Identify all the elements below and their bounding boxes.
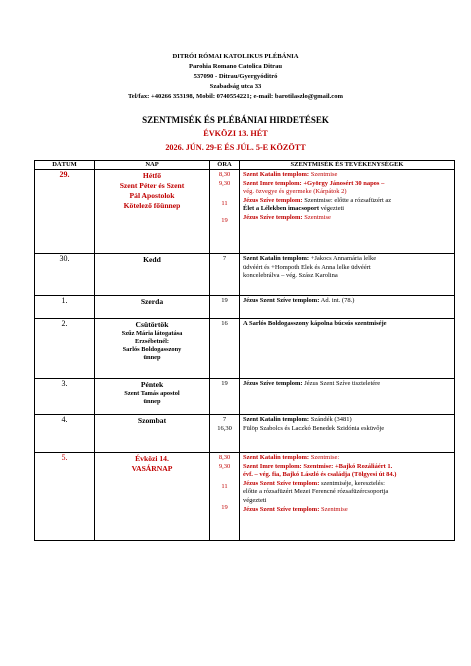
row-day [95, 254, 210, 296]
table-row [35, 415, 455, 453]
street-address: Szabadság utca 33 [209, 83, 262, 90]
event-line: Jézus Szíve templom: Szentmise: előtte a rózsafüzért az [243, 196, 392, 204]
table-row [35, 453, 455, 541]
day-name: Hétfő [142, 171, 162, 180]
time: 8,30 [218, 454, 231, 461]
time: 16,30 [217, 424, 232, 432]
row-events [240, 296, 455, 319]
time: 19 [221, 503, 228, 511]
feast-name: Évközi 14. [135, 454, 169, 463]
day-name: Szerda [140, 297, 164, 306]
row-day [95, 319, 210, 379]
time: 8,30 [218, 171, 231, 178]
event-line: évf. – vég. fia, Bajkó László és családja (Tölgyesi út 84.) [243, 471, 397, 479]
row-day [95, 170, 210, 254]
event-line: előtte a rózsafüzért Mezei Ferencné rózsafüzércsoportja [243, 488, 389, 496]
row-times [210, 170, 240, 254]
row-events [240, 319, 455, 379]
feast-rank: ünnep [143, 354, 161, 361]
row-date: 30. [35, 254, 95, 296]
table-header-row [35, 161, 455, 170]
feast-name: Sarlós Boldogasszony [122, 346, 182, 353]
event-line: Fülöp Szabolcs és Laczkó Benedek Szidónia esküvője [243, 424, 385, 432]
event-line: Jézus Szíve templom: Szentmise [243, 213, 331, 221]
feast-rank: Kötelező főünnep [123, 201, 181, 210]
event-line: Jézus Szíve templom: Jézus Szent Szíve tiszteletére [243, 380, 381, 387]
row-events [240, 379, 455, 415]
row-day [95, 415, 210, 453]
feast-name: Erzsébetnél: [134, 338, 170, 345]
week-title: ÉVKÖZI 13. HÉT [203, 129, 268, 138]
time: 9,30 [218, 462, 231, 470]
table-row [35, 319, 455, 379]
parish-name: DITRÓI RÓMAI KATOLIKUS PLÉBÁNIA [172, 53, 299, 60]
row-date: 4. [35, 415, 95, 453]
row-times [210, 415, 240, 453]
row-date: 5. [35, 453, 95, 541]
table-row [35, 379, 455, 415]
document-title: SZENTMISÉK ÉS PLÉBÁNIAI HIRDETÉSEK [142, 115, 329, 125]
event-line: Jézus Szent Szíve templom: Ad. int. (78.) [243, 297, 355, 304]
row-times [210, 254, 240, 296]
event-line: Jézus Szent Szíve templom: szentmiséje, keresztelés: [243, 479, 385, 487]
row-times [210, 379, 240, 415]
event-line: Szent Imre templom: Szentmise: +Bajkó Rozáliáért 1. [243, 462, 393, 470]
event-line: Jézus Szent Szíve templom: Szentmise [243, 505, 348, 513]
col-header-time: ÓRA [210, 161, 240, 170]
time: 19 [221, 297, 228, 304]
event-line: vég. özvegye és gyermeke (Kárpátok 2) [243, 188, 347, 196]
time: 19 [221, 380, 228, 387]
event-line: végezteti [243, 496, 267, 504]
row-events [240, 254, 455, 296]
event-line: Élet a Lélekben imacsoport végezteti [243, 205, 345, 213]
day-name: Szombat [137, 416, 167, 425]
schedule-table [34, 160, 455, 541]
feast-name: Szent Tamás apostol [124, 390, 180, 397]
time: 11 [221, 483, 228, 491]
col-header-date: DÁTUM [35, 161, 95, 170]
row-date: 2. [35, 319, 95, 379]
time: 16 [221, 320, 228, 327]
day-name: Csütörtök [135, 320, 169, 329]
day-name: Kedd [143, 255, 161, 264]
row-day [95, 296, 210, 319]
row-times [210, 453, 240, 541]
parish-name-ro: Parohia Romano Catolica Ditrau [188, 63, 283, 70]
table-row [35, 296, 455, 319]
row-day [95, 379, 210, 415]
row-events [240, 453, 455, 541]
time: 7 [222, 255, 227, 262]
day-name: VASÁRNAP [131, 464, 173, 473]
col-header-day: NAP [95, 161, 210, 170]
feast-rank: ünnep [143, 398, 161, 405]
postal-address: 537090 - Ditrau/Gyergyóditró [193, 73, 278, 80]
time: 9,30 [218, 179, 231, 187]
feast-name: Szent Péter és Szent [119, 181, 185, 190]
row-date: 3. [35, 379, 95, 415]
time: 11 [221, 200, 228, 208]
col-header-events: SZENTMISÉK ÉS TEVÉKENYSÉGEK [240, 161, 455, 170]
row-events [240, 170, 455, 254]
event-line: Szent Katalin templom: Szándék (3481) [243, 416, 352, 423]
feast-name: Szűz Mária látogatása [121, 330, 183, 337]
row-events [240, 415, 455, 453]
event-line: Szent Imre templom: +György Jánosért 30 napos – [243, 179, 385, 187]
time: 19 [221, 216, 228, 224]
row-times [210, 296, 240, 319]
row-date: 29. [35, 170, 95, 254]
row-times [210, 319, 240, 379]
event-line: üdvéért és +Hompoth Elek és Anna lelke üdvéért [243, 263, 371, 271]
time: 7 [222, 416, 227, 423]
row-date: 1. [35, 296, 95, 319]
event-line: Szent Katalin templom: Szentmise [243, 171, 338, 178]
row-day [95, 453, 210, 541]
event-line: A Sarlós Boldogasszony kápolna búcsús szentmiséje [243, 320, 387, 327]
table-row [35, 254, 455, 296]
table-row [35, 170, 455, 254]
event-line: Szent Katalin templom: +Jakocs Annamária lelke [243, 255, 377, 262]
event-line: Szent Katalin templom: Szentmise: [243, 454, 340, 461]
day-name: Péntek [140, 380, 164, 389]
date-range: 2026. JÚN. 29-E ÉS JÚL. 5-E KÖZÖTT [165, 143, 306, 152]
parish-header [0, 52, 471, 102]
event-line: koncelebrálva – vég. Szász Karolina [243, 272, 338, 280]
contact-line: Tel/fax: +40266 353198, Mobil: 0740554221; e-mail: barotilaszlo@gmail.com [127, 93, 343, 100]
feast-name: Pál Apostolok [129, 191, 175, 200]
